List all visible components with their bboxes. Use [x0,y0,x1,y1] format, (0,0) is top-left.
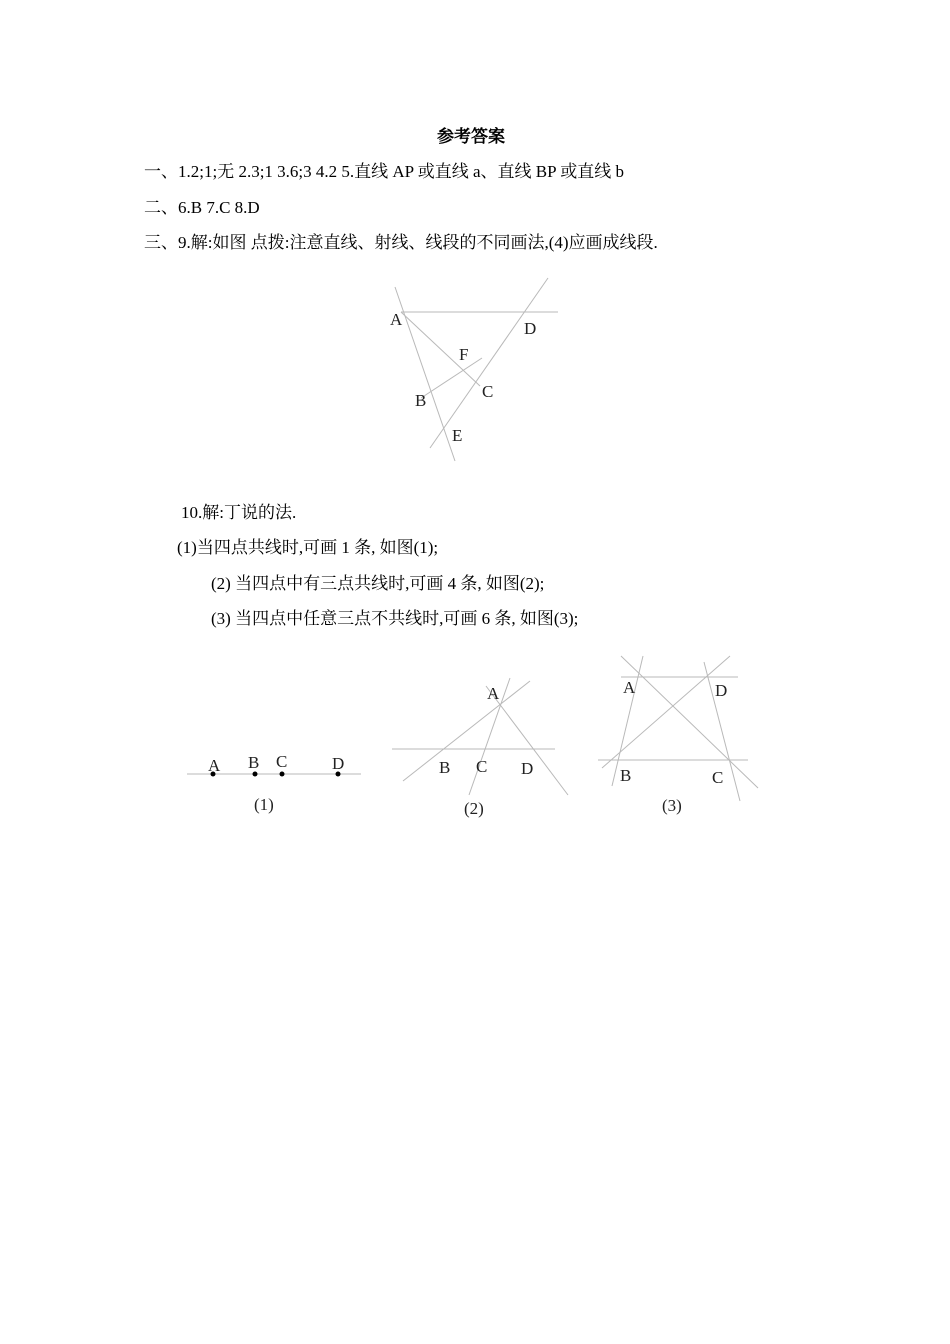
point-label-A: A [487,684,500,703]
answer-q10-case2: (2) 当四点中有三点共线时,可画 4 条, 如图(2); [211,574,545,593]
point-label-B: B [620,766,632,785]
point-label-C: C [482,382,494,401]
point-label-F: F [459,345,469,364]
answer-q10-case1: (1)当四点共线时,可画 1 条, 如图(1); [177,538,439,557]
answer-q10-case3: (3) 当四点中任意三点不共线时,可画 6 条, 如图(3); [211,609,579,628]
point-label-D: D [524,319,537,338]
point-label-C: C [276,752,288,771]
answer-section-1: 一、1.2;1;无 2.3;1 3.6;3 4.2 5.直线 AP 或直线 a、直线 BP 或直线 b [144,162,624,181]
point-label-D: D [715,681,728,700]
answer-section-3: 三、9.解:如图 点拨:注意直线、射线、线段的不同画法,(4)应画成线段. [144,233,658,252]
figure-caption-1: (1) [254,795,274,814]
figure-caption-2: (2) [464,799,484,818]
point-label-A: A [623,678,636,697]
point-label-E: E [452,426,463,445]
point-label-C: C [712,768,724,787]
point-label-C: C [476,757,488,776]
line-AC [621,656,758,788]
figure-caption-3: (3) [662,796,682,815]
answer-section-2: 二、6.B 7.C 8.D [144,198,260,217]
point-label-B: B [439,758,451,777]
point-label-B: B [415,391,427,410]
page-title: 参考答案 [437,127,505,146]
answer-q10: 10.解:丁说的法. [181,503,297,522]
point-label-D: D [521,759,534,778]
point-label-A: A [390,310,403,329]
line-BD [602,656,730,768]
point-label-B: B [248,753,260,772]
point-label-A: A [208,756,221,775]
point-label-D: D [332,754,345,773]
